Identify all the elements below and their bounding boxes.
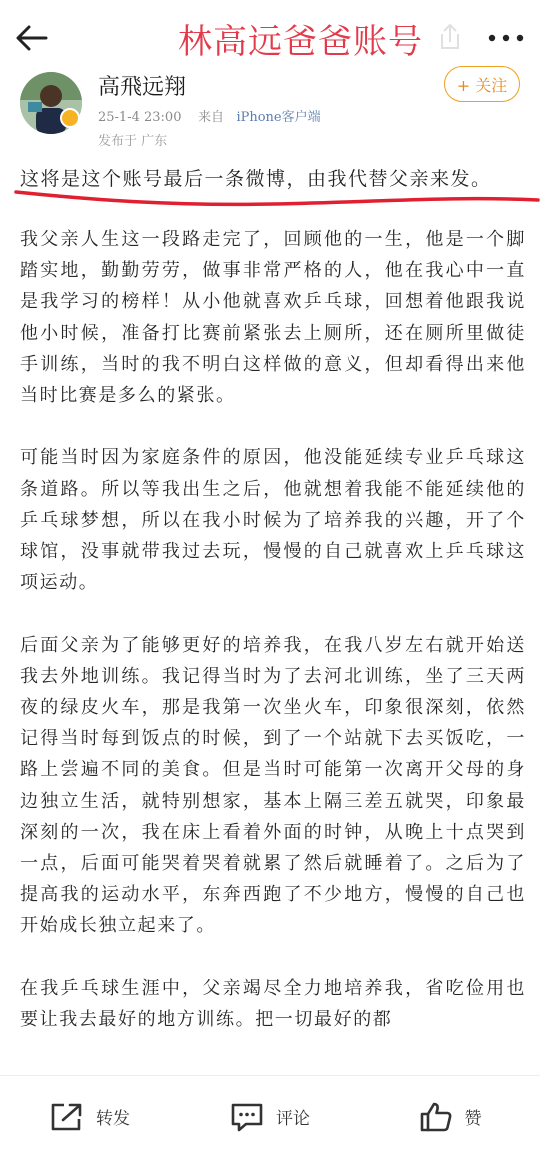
repost-button[interactable] xyxy=(0,1076,180,1157)
post-meta xyxy=(98,106,321,125)
overlay-title: 林高远爸爸账号 xyxy=(178,22,423,62)
post-location: 发布于 广东 xyxy=(98,134,168,149)
post-paragraph: 在我乒乓球生涯中，父亲竭尽全力地培养我，省吃俭用也要让我去最好的地方训练。把一切最好的都 xyxy=(20,977,526,1031)
post-source[interactable]: iPhone客户端 xyxy=(236,110,321,125)
author-name[interactable]: 高飛远翔 xyxy=(98,75,187,100)
more-button[interactable] xyxy=(484,24,528,52)
repost-icon xyxy=(50,1102,84,1132)
share-icon[interactable] xyxy=(438,22,462,52)
post-time: 25-1-4 23:00 xyxy=(98,110,182,125)
post-paragraph: 后面父亲为了能够更好的培养我，在我八岁左右就开始送我去外地训练。我记得当时为了去河北训练，坐了三天两夜的绿皮火车，那是我第一次坐火车，印象很深刻，依然记得当时每到饭点的时候，到了一个站就下去买饭吃，一路上尝遍不同的美食。但是当时可能第一次离开父母的身边独立生活，就特别想家，基本上隔三差五就哭，印象最深刻的一次，我在床上看着外面的时钟，从晚上十点哭到一点，后面可能哭着哭着就累了然后就睡着了。之后为了提高我的运动水平，东奔西跑了不少地方，慢慢的自己也开始成长独立起来了。 xyxy=(20,634,526,937)
more-dots-icon xyxy=(484,24,528,52)
thumbs-up-icon xyxy=(419,1101,453,1133)
repost-label: 转发 xyxy=(96,1109,130,1129)
post-paragraph: 我父亲人生这一段路走完了，回顾他的一生，他是一个脚踏实地，勤勤劳劳，做事非常严格的人，他在我心中一直是我学习的榜样！从小他就喜欢乒乓球，回想着他跟我说他小时候，准备打比赛前紧张去上厕所，还在厕所里做徒手训练，当时的我不明白这样做的意义，但却看得出来他当时比赛是多么的紧张。 xyxy=(20,229,526,407)
post-body xyxy=(20,224,526,1066)
comment-label: 评论 xyxy=(276,1109,310,1129)
source-prefix: 来自 xyxy=(198,110,225,125)
top-bar xyxy=(0,0,540,76)
back-arrow-icon xyxy=(12,18,52,58)
like-label: 赞 xyxy=(464,1109,482,1129)
back-button[interactable] xyxy=(12,18,52,58)
red-underline-mark xyxy=(14,186,540,212)
verified-badge-icon xyxy=(60,108,80,128)
comment-button[interactable] xyxy=(180,1076,360,1157)
action-bar xyxy=(0,1075,540,1157)
post-intro: 这将是这个账号最后一条微博，由我代替父亲来发。 xyxy=(20,168,492,190)
post-paragraph: 可能当时因为家庭条件的原因，他没能延续专业乒乓球这条道路。所以等我出生之后，他就想着我能不能延续他的乒乓球梦想，所以在我小时候为了培养我的兴趣，开了个球馆，没事就带我过去玩，慢慢的自己就喜欢上乒乓球这项运动。 xyxy=(20,447,526,594)
comment-icon xyxy=(230,1102,264,1132)
like-button[interactable] xyxy=(360,1076,540,1157)
follow-button[interactable]: + 关注 xyxy=(444,66,520,102)
